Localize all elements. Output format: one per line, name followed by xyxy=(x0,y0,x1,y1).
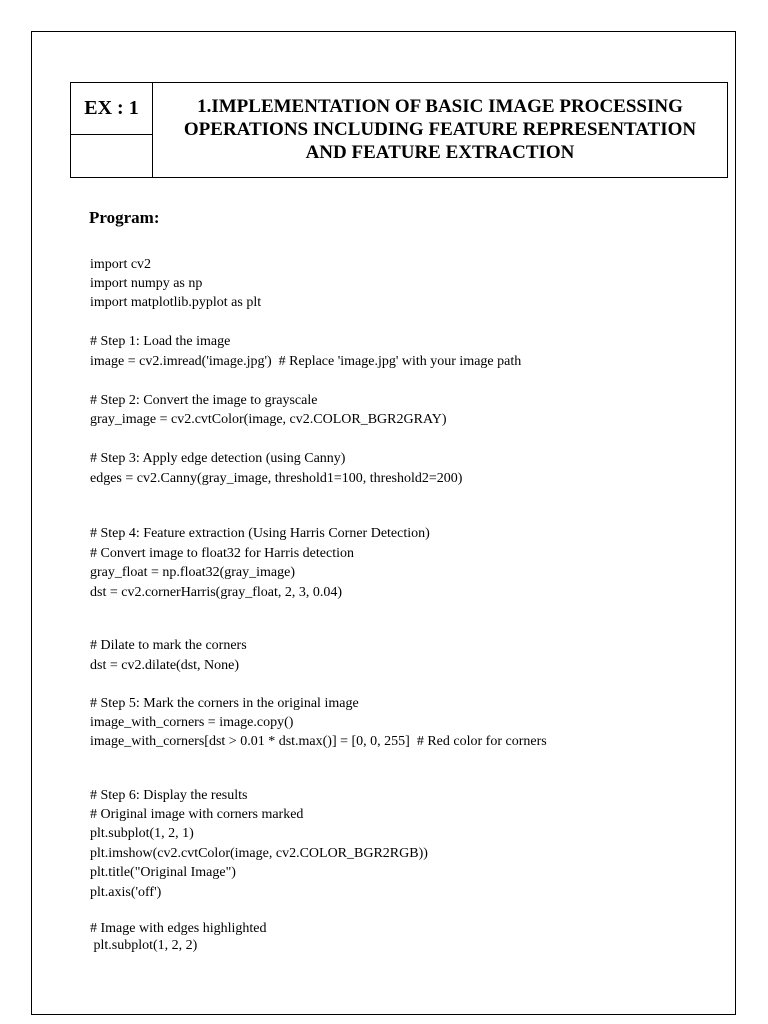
code-line: image_with_corners[dst > 0.01 * dst.max()] = [0, 0, 255] # Red color for corners xyxy=(90,734,547,749)
program-heading: Program: xyxy=(89,208,160,227)
code-line: # Step 1: Load the image xyxy=(90,334,231,349)
exercise-date-cell xyxy=(71,135,153,177)
exercise-title xyxy=(184,95,696,164)
code-line: import numpy as np xyxy=(90,276,203,291)
code-line: # Original image with corners marked xyxy=(90,807,304,822)
exercise-header-table xyxy=(70,82,728,178)
code-line: image_with_corners = image.copy() xyxy=(90,715,294,730)
title-line: 1.IMPLEMENTATION OF BASIC IMAGE PROCESSING xyxy=(197,95,683,117)
code-line: # Step 4: Feature extraction (Using Harris Corner Detection) xyxy=(90,526,430,541)
exercise-number: EX : 1 xyxy=(71,83,153,135)
code-line: gray_image = cv2.cvtColor(image, cv2.COLOR_BGR2GRAY) xyxy=(90,412,447,427)
title-line: OPERATIONS INCLUDING FEATURE REPRESENTATION xyxy=(183,118,697,140)
code-line: import matplotlib.pyplot as plt xyxy=(90,295,262,310)
code-line: plt.title("Original Image") xyxy=(90,865,236,880)
code-line: plt.subplot(1, 2, 2) xyxy=(90,938,198,953)
code-line: # Dilate to mark the corners xyxy=(90,638,247,653)
code-line: import cv2 xyxy=(90,257,152,272)
code-line: plt.imshow(cv2.cvtColor(image, cv2.COLOR_BGR2RGB)) xyxy=(90,846,428,861)
code-line: plt.axis('off') xyxy=(90,885,162,900)
code-line: plt.subplot(1, 2, 1) xyxy=(90,826,194,841)
code-line: image = cv2.imread('image.jpg') # Replace 'image.jpg' with your image path xyxy=(90,354,522,369)
code-line: # Convert image to float32 for Harris detection xyxy=(90,546,354,561)
exercise-title-cell xyxy=(153,83,727,177)
code-line: dst = cv2.cornerHarris(gray_float, 2, 3, 0.04) xyxy=(90,585,343,600)
code-line: gray_float = np.float32(gray_image) xyxy=(90,565,295,580)
code-line: dst = cv2.dilate(dst, None) xyxy=(90,658,240,673)
code-line: # Step 6: Display the results xyxy=(90,788,248,803)
code-line: # Step 3: Apply edge detection (using Canny) xyxy=(90,451,346,466)
title-line: AND FEATURE EXTRACTION xyxy=(305,141,575,163)
code-line: # Step 2: Convert the image to grayscale xyxy=(90,393,318,408)
code-line: # Image with edges highlighted xyxy=(90,921,267,936)
code-line: edges = cv2.Canny(gray_image, threshold1=100, threshold2=200) xyxy=(90,471,463,486)
code-line: # Step 5: Mark the corners in the original image xyxy=(90,696,359,711)
